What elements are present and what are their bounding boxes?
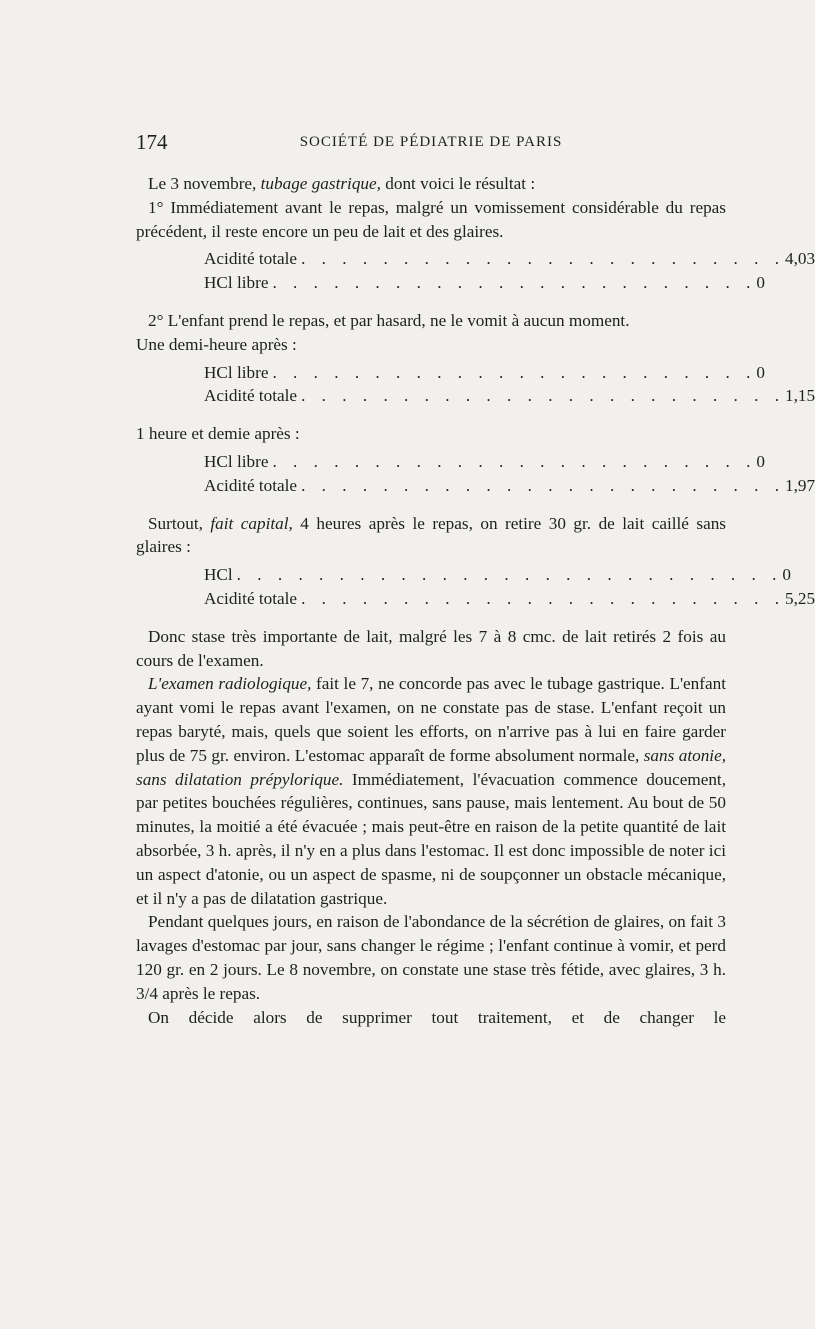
table-row: [204, 384, 815, 408]
paragraph-3: Une demi-heure après :: [136, 334, 297, 354]
running-head: SOCIÉTÉ DE PÉDIATRIE DE PARIS: [299, 134, 563, 150]
table-row: [204, 587, 815, 611]
text-run: dont voici le résultat :: [380, 174, 536, 193]
row-value: 4,03: [785, 249, 815, 269]
results-table-3: [136, 450, 815, 498]
leader-dots: . . . . . . . . . . . . . . . . . . . . . . . .: [301, 588, 786, 608]
row-label: Acidité totale: [204, 588, 298, 608]
paragraph-9: On décide alors de supprimer tout traitement, et de changer le: [148, 1007, 726, 1027]
page-header: [136, 130, 726, 160]
leader-dots: . . . . . . . . . . . . . . . . . . . . . . . .: [272, 362, 757, 382]
row-value: 5,25: [785, 588, 815, 608]
row-label: HCl: [204, 565, 233, 585]
row-value: 0: [782, 565, 791, 585]
italic-run: tubage gastrique,: [260, 174, 381, 193]
row-label: HCl libre: [204, 451, 269, 471]
page-number: 174: [136, 130, 168, 154]
leader-dots: . . . . . . . . . . . . . . . . . . . . . . . .: [272, 451, 757, 471]
row-value: 0: [756, 362, 765, 382]
row-label: Acidité totale: [204, 249, 298, 269]
text-run: 4 heures après le repas, on retire 30 gr. de lait caillé sans glaires :: [136, 513, 726, 557]
row-label: HCl libre: [204, 273, 269, 293]
row-value: 0: [756, 273, 765, 293]
leader-dots: . . . . . . . . . . . . . . . . . . . . . . . . . . .: [236, 565, 783, 585]
italic-run: fait capital,: [210, 513, 293, 533]
table-row: [204, 361, 765, 385]
leader-dots: . . . . . . . . . . . . . . . . . . . . . . . .: [301, 249, 786, 269]
page-body: [136, 172, 815, 1029]
table-row: [204, 450, 765, 474]
row-label: HCl libre: [204, 362, 269, 382]
table-row: [204, 247, 815, 271]
table-row: [204, 474, 815, 498]
text-run: Le 3 novembre,: [148, 174, 261, 193]
leader-dots: . . . . . . . . . . . . . . . . . . . . . . . .: [301, 386, 786, 406]
results-table-2: [136, 361, 815, 409]
paragraph-5: [136, 512, 726, 560]
paragraph-8: Pendant quelques jours, en raison de l'abondance de la sécrétion de glaires, on fait 3 lavages d'estomac par jour, sans changer le régime ; l'enfant continue à vomir, et perd 120 gr. en 2 jours. Le 8 novembre, on constate une stase très fétide, avec glaires, 3 h. 3/4 après le repas.: [136, 912, 726, 1003]
paragraph-1: 1° Immédiatement avant le repas, malgré un vomissement considérable du repas précédent, il reste encore un peu de lait et des glaires.: [136, 197, 726, 241]
leader-dots: . . . . . . . . . . . . . . . . . . . . . . . .: [272, 273, 757, 293]
text-run: Immédiatement, l'évacuation commence doucement, par petites bouchées régulières, continues, sans pause, mais lentement. Au bout de 50 minutes, la moitié a été évacuée ; mais peut-être en raison de la petite quantité de lait absorbée, 3 h. après, il n'y en a plus dans l'estomac. Il est donc impossible de noter ici un aspect d'atonie, ou un aspect de spasme, ni de soupçonner un obstacle mécanique, et il n'y a pas de dilatation gastrique.: [136, 769, 726, 908]
paragraph-2: 2° L'enfant prend le repas, et par hasard, ne le vomit à aucun moment.: [148, 310, 630, 330]
row-label: Acidité totale: [204, 386, 298, 406]
row-value: 1,97: [785, 475, 815, 495]
text-run: Surtout,: [148, 513, 211, 533]
leader-dots: . . . . . . . . . . . . . . . . . . . . . . . .: [301, 475, 786, 495]
results-table-1: [136, 247, 815, 295]
row-label: Acidité totale: [204, 475, 298, 495]
table-row: [204, 271, 765, 295]
paragraph-7: [136, 672, 726, 910]
paragraph-intro: [136, 172, 726, 196]
row-value: 1,15: [785, 386, 815, 406]
italic-run: sans atonie, sans dilatation prépylorique.: [136, 745, 726, 789]
table-row: [204, 563, 791, 587]
paragraph-6: Donc stase très importante de lait, malgré les 7 à 8 cmc. de lait retirés 2 fois au cours de l'examen.: [136, 626, 726, 670]
paragraph-4: 1 heure et demie après :: [136, 424, 300, 444]
text-run: fait le 7, ne concorde pas avec le tubage gastrique. L'enfant ayant vomi le repas avant l'examen, on ne constate pas de stase. L'enfant reçoit un repas baryté, mais, quels que soient les efforts, on n'arrive pas à lui en faire garder plus de 75 gr. environ. L'estomac apparaît de forme absolument normale,: [136, 674, 726, 765]
results-table-4: [136, 563, 815, 611]
italic-run: L'examen radiologique,: [148, 674, 312, 694]
row-value: 0: [756, 451, 765, 471]
